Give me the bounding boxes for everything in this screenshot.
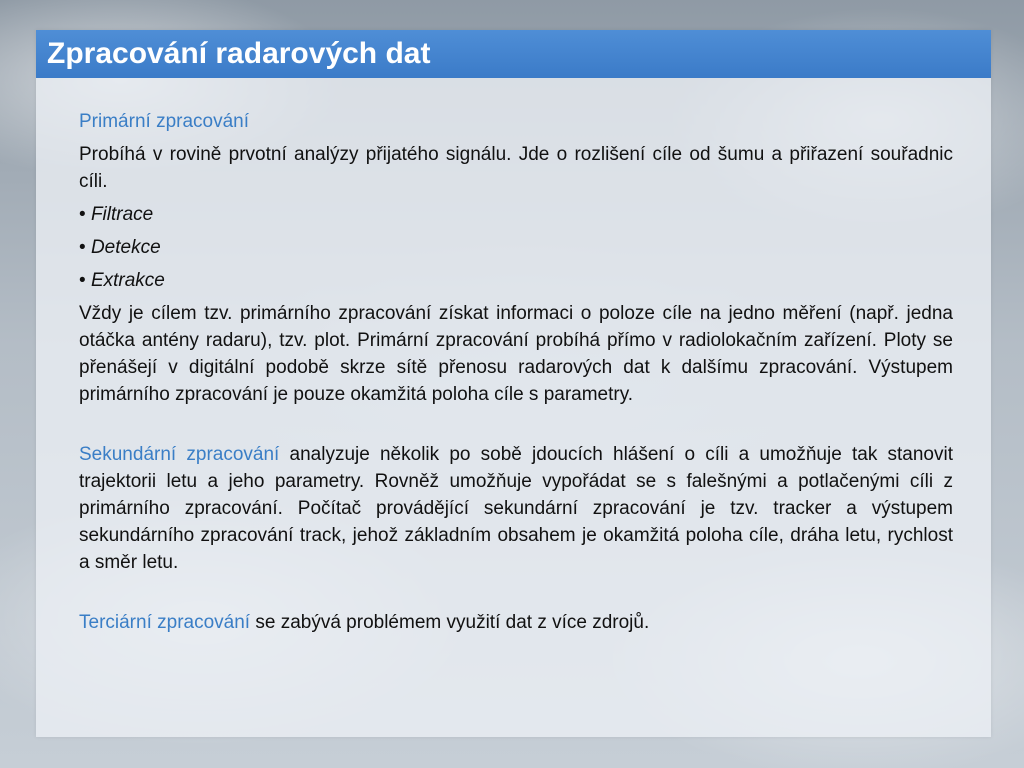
bullet-label: Filtrace (90, 204, 154, 225)
tertiary-paragraph (79, 609, 953, 636)
slide-content (79, 108, 953, 642)
secondary-paragraph (79, 441, 953, 576)
primary-intro: Probíhá v rovině prvotní analýzy přijatého signálu. Jde o rozlišení cíle od šumu a přiřazení souřadnic cíli. (79, 144, 953, 192)
spacer (79, 582, 953, 609)
tertiary-text: se zabývá problémem využití dat z více zdrojů. (250, 612, 650, 633)
bullet-item-detekce (79, 234, 953, 261)
bullet-item-filtrace (79, 201, 953, 228)
bullet-label: Extrakce (90, 270, 165, 291)
bullet-icon: • (79, 270, 86, 291)
spacer (79, 414, 953, 441)
bullet-icon: • (79, 237, 86, 258)
primary-paragraph: Vždy je cílem tzv. primárního zpracování získat informaci o poloze cíle na jedno měření (např. jedna otáčka antény radaru), tzv. plot. Primární zpracování probíhá přímo v radiolokačním zařízení. Ploty se přenášejí v digitální podobě skrze sítě přenosu radarových dat k dalšímu zpracování. Výstupem primárního zpracování je pouze okamžitá poloha cíle s parametry. (79, 303, 953, 405)
title-bar (36, 30, 991, 78)
secondary-heading: Sekundární zpracování (79, 444, 280, 465)
bullet-icon: • (79, 204, 86, 225)
primary-heading: Primární zpracování (79, 111, 250, 132)
slide-panel (36, 30, 991, 737)
slide-title: Zpracování radarových dat (47, 37, 431, 70)
tertiary-heading: Terciární zpracování (79, 612, 251, 633)
secondary-text: analyzuje několik po sobě jdoucích hlášení o cíli a umožňuje tak stanovit trajektorii letu a jeho parametry. Rovněž umožňuje vypořádat se s falešnými a potlačenými cíli z primárního zpracování. Počítač provádějící sekundární zpracování je tzv. tracker a výstupem sekundárního zpracování track, jehož základním obsahem je okamžitá poloha cíle, dráha letu, rychlost a směr letu. (79, 444, 954, 573)
bullet-item-extrakce (79, 267, 953, 294)
bullet-label: Detekce (90, 237, 161, 258)
